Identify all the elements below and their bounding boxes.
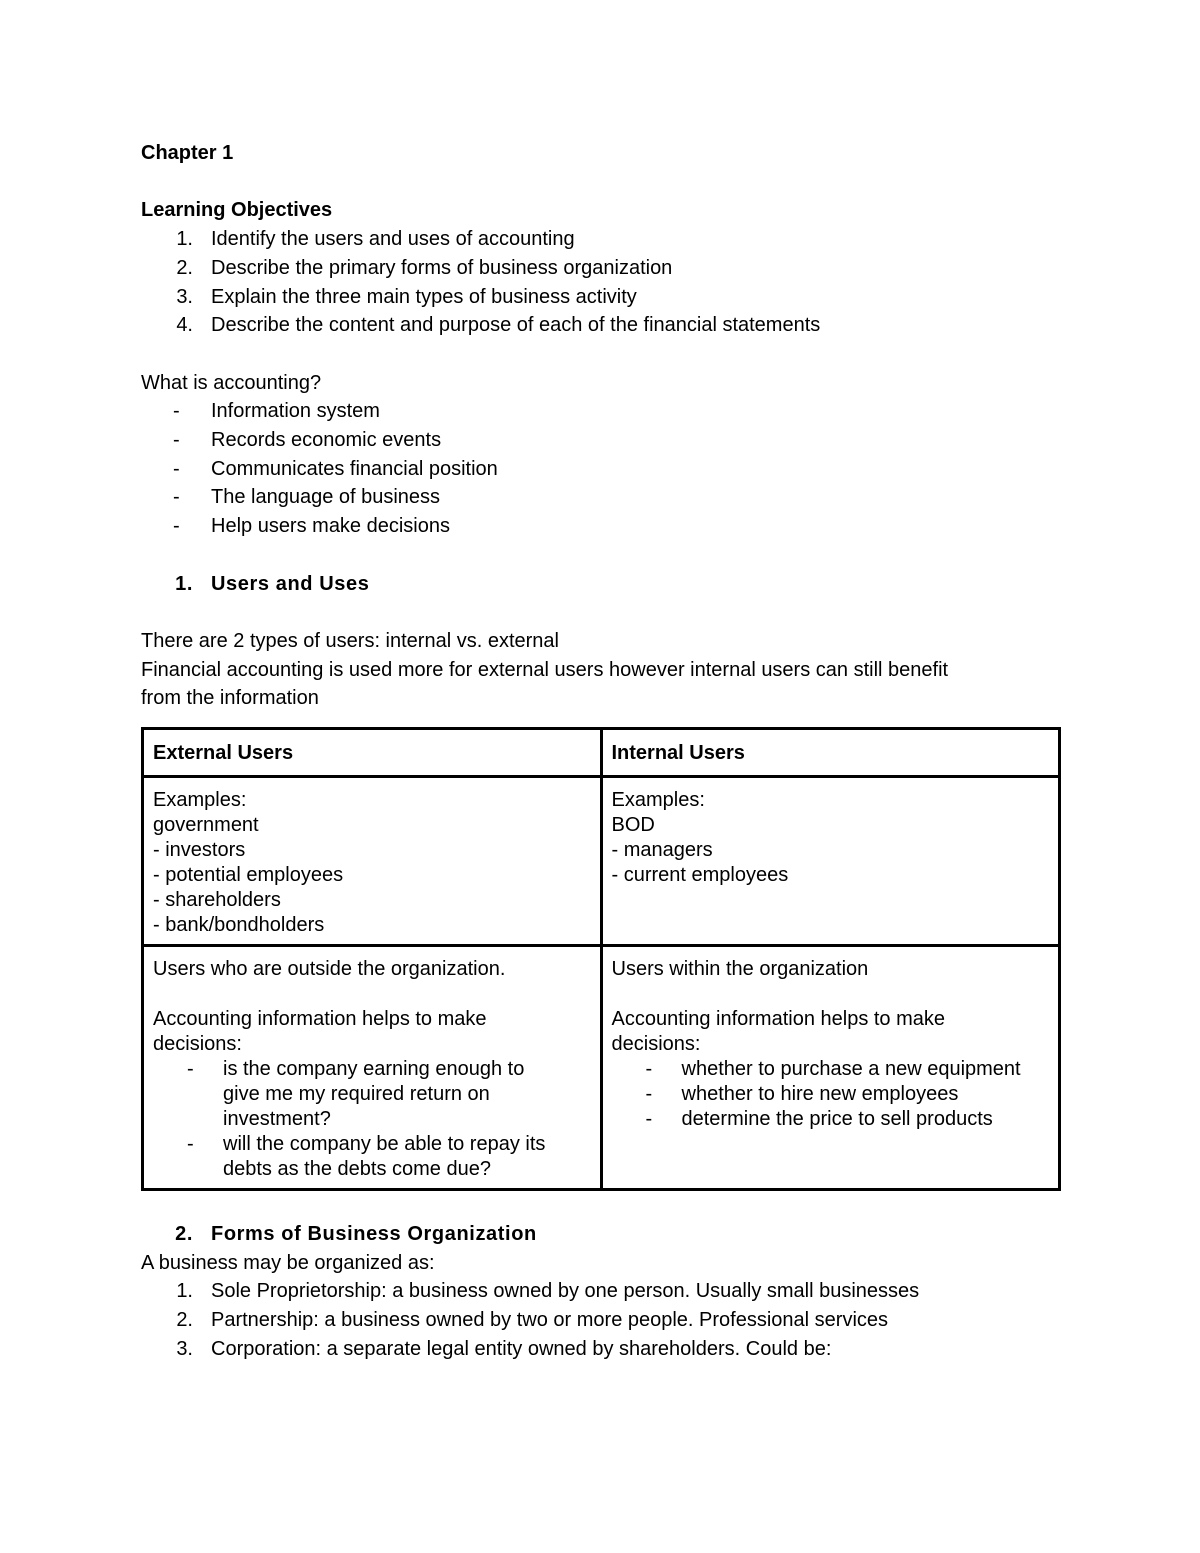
business-intro-text: A business may be organized as: [141, 1251, 435, 1274]
helps-text: decisions: [611, 1033, 701, 1055]
definition-text: Users within the organization [611, 958, 869, 980]
spacer [141, 541, 1061, 570]
section-2-heading [141, 1220, 1061, 1249]
financial-accounting-paragraph-line1: Financial accounting is used more for external users however internal users can still benefit [141, 658, 949, 681]
list-item-text: Partnership: a business owned by two or more people. Professional services [211, 1309, 889, 1332]
decision-item [153, 1132, 591, 1182]
list-number: 1. [176, 1280, 193, 1303]
list-item [141, 426, 1061, 455]
list-item [141, 254, 1061, 283]
list-item [141, 1277, 1061, 1306]
internal-examples-cell [601, 777, 1060, 946]
list-number: 4. [176, 314, 193, 337]
example-item: - investors [153, 839, 246, 861]
internal-decisions-cell [601, 946, 1060, 1190]
table-header-row [143, 729, 1060, 777]
section-number: 2. [175, 1223, 193, 1245]
users-table [141, 727, 1061, 1191]
example-item: government [153, 814, 259, 836]
document-page [141, 139, 1061, 1364]
example-item: - managers [611, 839, 713, 861]
table-row-examples [143, 777, 1060, 946]
list-item [141, 1306, 1061, 1335]
list-item-text: Records economic events [211, 429, 442, 451]
spacer [153, 982, 591, 1007]
list-item-text: Describe the content and purpose of each of the financial statements [211, 314, 821, 337]
section-number: 1. [175, 572, 193, 595]
dash-marker: - [645, 1058, 653, 1080]
users-types-paragraph: There are 2 types of users: internal vs. external [141, 629, 559, 652]
examples-label: Examples: [153, 789, 247, 811]
dash-marker: - [173, 400, 180, 423]
helps-text: Accounting information helps to make [611, 1008, 946, 1030]
list-item-text: Describe the primary forms of business organization [211, 256, 673, 279]
section-title: Forms of Business Organization [211, 1223, 537, 1245]
decision-item [612, 1082, 1050, 1107]
dash-marker: - [187, 1133, 194, 1155]
decision-item [612, 1107, 1050, 1132]
business-forms-list [141, 1277, 1061, 1363]
decision-item [612, 1057, 1050, 1082]
list-number: 2. [176, 1309, 193, 1332]
list-item [141, 397, 1061, 426]
spacer [141, 1191, 1061, 1220]
accounting-definition-list [141, 397, 1061, 541]
list-item [141, 225, 1061, 254]
spacer [141, 168, 1061, 197]
financial-accounting-paragraph-line2: from the information [141, 687, 319, 710]
decision-text: debts as the debts come due? [223, 1158, 491, 1180]
list-item [141, 283, 1061, 312]
decision-text: determine the price to sell products [681, 1108, 993, 1130]
external-users-header: External Users [143, 729, 602, 777]
spacer [141, 340, 1061, 369]
example-item: BOD [611, 814, 655, 836]
list-item-text: Sole Proprietorship: a business owned by one person. Usually small businesses [211, 1280, 920, 1303]
dash-marker: - [173, 515, 180, 538]
dash-marker: - [173, 486, 180, 509]
decision-item [153, 1057, 591, 1132]
external-decisions-cell [143, 946, 602, 1190]
list-item-text: The language of business [211, 486, 441, 509]
list-item-text: Communicates financial position [211, 457, 498, 480]
section-1-heading [141, 570, 1061, 599]
list-item [141, 483, 1061, 512]
learning-objectives-heading: Learning Objectives [141, 199, 333, 222]
chapter-title: Chapter 1 [141, 142, 234, 164]
dash-marker: - [645, 1108, 653, 1130]
list-item-text: Help users make decisions [211, 515, 450, 538]
list-item-text: Explain the three main types of business activity [211, 285, 637, 308]
dash-marker: - [173, 457, 180, 480]
learning-objectives-list [141, 225, 1061, 340]
dash-marker: - [187, 1058, 194, 1080]
list-item [141, 455, 1061, 484]
list-item-text: Information system [211, 400, 380, 423]
example-item: - potential employees [153, 864, 344, 886]
list-number: 3. [176, 1337, 193, 1360]
helps-text: Accounting information helps to make [153, 1008, 487, 1030]
list-number: 3. [176, 285, 193, 308]
list-item [141, 1335, 1061, 1364]
list-item [141, 311, 1061, 340]
list-item-text: Identify the users and uses of accounting [211, 228, 575, 251]
helps-text: decisions: [153, 1033, 242, 1055]
list-number: 2. [176, 256, 193, 279]
what-is-accounting-question: What is accounting? [141, 371, 322, 394]
example-item: - current employees [611, 864, 789, 886]
list-item [141, 512, 1061, 541]
example-item: - shareholders [153, 889, 281, 911]
decision-text: will the company be able to repay its [223, 1133, 546, 1155]
example-item: - bank/bondholders [153, 914, 325, 936]
list-item-text: Corporation: a separate legal entity owned by shareholders. Could be: [211, 1337, 832, 1360]
decision-text: is the company earning enough to [223, 1058, 525, 1080]
decision-text: whether to hire new employees [681, 1083, 959, 1105]
decision-text: whether to purchase a new equipment [681, 1058, 1021, 1080]
section-title: Users and Uses [211, 572, 370, 595]
examples-label: Examples: [611, 789, 705, 811]
spacer [141, 598, 1061, 627]
dash-marker: - [173, 429, 180, 451]
spacer [612, 982, 1050, 1007]
decision-text: give me my required return on [223, 1083, 490, 1105]
list-number: 1. [176, 228, 193, 251]
definition-text: Users who are outside the organization. [153, 958, 506, 980]
table-row-decisions [143, 946, 1060, 1190]
decision-text: investment? [223, 1108, 331, 1130]
internal-users-header: Internal Users [601, 729, 1060, 777]
external-examples-cell [143, 777, 602, 946]
dash-marker: - [645, 1083, 653, 1105]
